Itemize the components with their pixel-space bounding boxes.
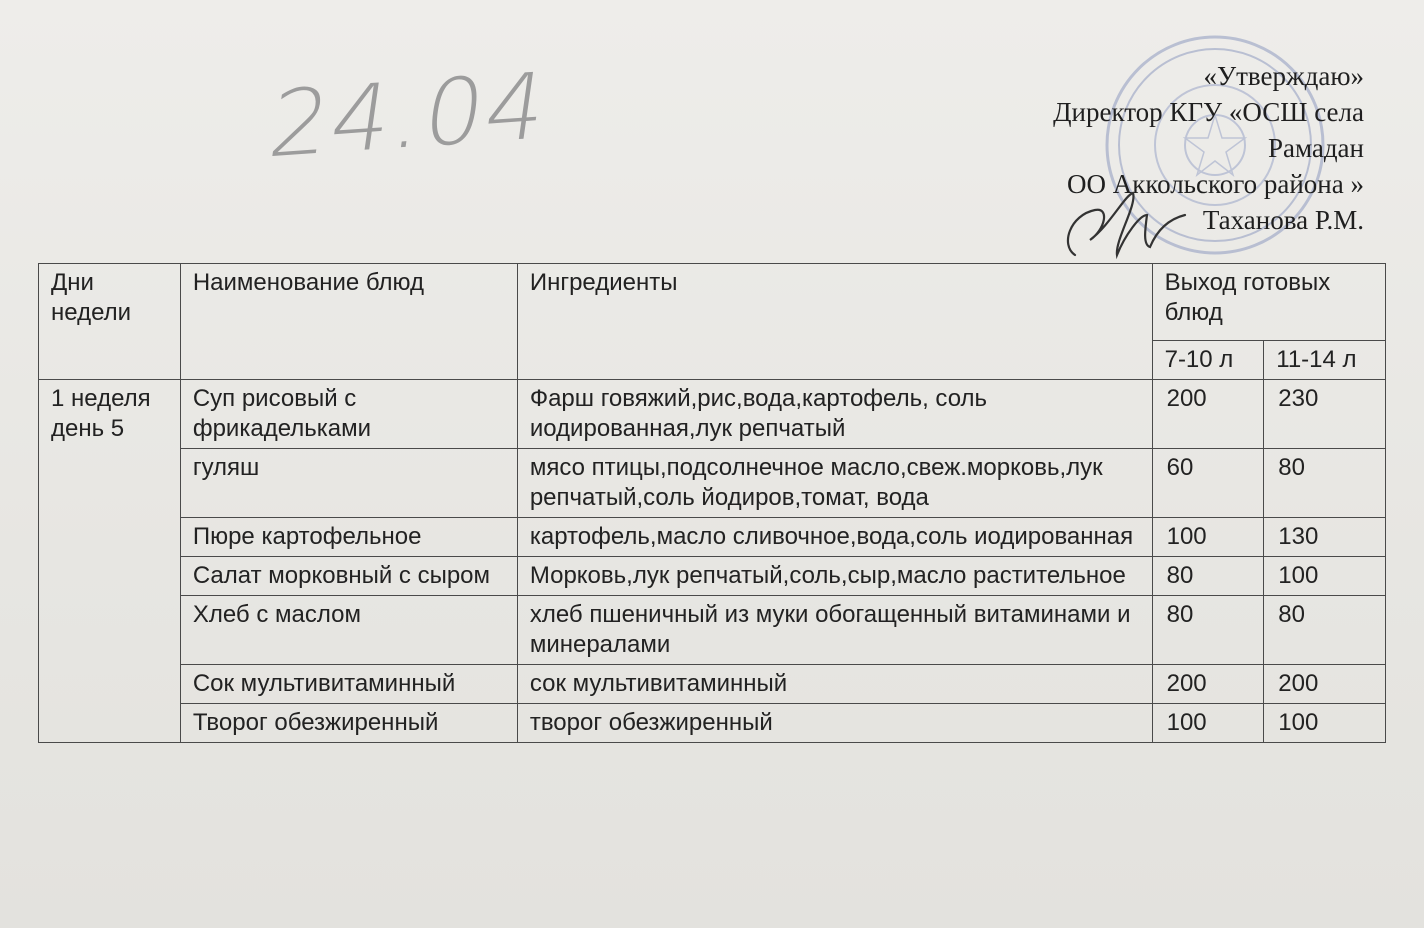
- approval-line-4: ОО Аккольского района »: [1066, 169, 1364, 199]
- dish-name: Салат морковный с сыром: [180, 557, 517, 596]
- dish-name: Творог обезжиренный: [180, 704, 517, 743]
- header-age-7-10: 7-10 л: [1152, 341, 1264, 380]
- output-11-14: 100: [1264, 557, 1386, 596]
- output-11-14: 130: [1264, 518, 1386, 557]
- dish-name: Сок мультивитаминный: [180, 665, 517, 704]
- table-row: [39, 665, 1386, 704]
- output-7-10: 60: [1152, 449, 1264, 518]
- output-7-10: 100: [1152, 518, 1264, 557]
- dish-ingredients: творог обезжиренный: [517, 704, 1152, 743]
- dish-ingredients: Фарш говяжий,рис,вода,картофель, соль иодированная,лук репчатый: [517, 380, 1152, 449]
- output-11-14: 100: [1264, 704, 1386, 743]
- approval-line-3: Рамадан: [1267, 133, 1364, 163]
- dish-ingredients: Морковь,лук репчатый,соль,сыр,масло растительное: [517, 557, 1152, 596]
- table-row: [39, 704, 1386, 743]
- dish-name: Пюре картофельное: [180, 518, 517, 557]
- table-row: [39, 518, 1386, 557]
- dish-ingredients: хлеб пшеничный из муки обогащенный витаминами и минералами: [517, 596, 1152, 665]
- table-row: [39, 380, 1386, 449]
- dish-name: Суп рисовый с фрикадельками: [180, 380, 517, 449]
- output-7-10: 80: [1152, 596, 1264, 665]
- table-row: [39, 449, 1386, 518]
- dish-ingredients: картофель,масло сливочное,вода,соль иодированная: [517, 518, 1152, 557]
- dish-name: Хлеб с маслом: [180, 596, 517, 665]
- header-age-11-14: 11-14 л: [1264, 341, 1386, 380]
- output-7-10: 200: [1152, 665, 1264, 704]
- header-output: Выход готовых блюд: [1152, 264, 1385, 341]
- approval-line-5: Таханова Р.М.: [1202, 205, 1364, 235]
- output-7-10: 80: [1152, 557, 1264, 596]
- handwritten-date: 24.04: [262, 52, 555, 179]
- dish-ingredients: сок мультивитаминный: [517, 665, 1152, 704]
- handwritten-signature: [1055, 185, 1195, 265]
- output-11-14: 80: [1264, 596, 1386, 665]
- header-dish: Наименование блюд: [180, 264, 517, 380]
- output-11-14: 230: [1264, 380, 1386, 449]
- output-11-14: 200: [1264, 665, 1386, 704]
- day-label: 1 неделя день 5: [39, 380, 181, 743]
- output-11-14: 80: [1264, 449, 1386, 518]
- header-ingredients: Ингредиенты: [517, 264, 1152, 380]
- table-row: [39, 557, 1386, 596]
- output-7-10: 200: [1152, 380, 1264, 449]
- approval-line-1: «Утверждаю»: [1203, 61, 1364, 91]
- dish-ingredients: мясо птицы,подсолнечное масло,свеж.морковь,лук репчатый,соль йодиров,томат, вода: [517, 449, 1152, 518]
- menu-table: [38, 263, 1386, 743]
- header-days: Дни недели: [39, 264, 181, 380]
- table-row: [39, 596, 1386, 665]
- output-7-10: 100: [1152, 704, 1264, 743]
- dish-name: гуляш: [180, 449, 517, 518]
- approval-line-2: Директор КГУ «ОСШ села: [1053, 97, 1364, 127]
